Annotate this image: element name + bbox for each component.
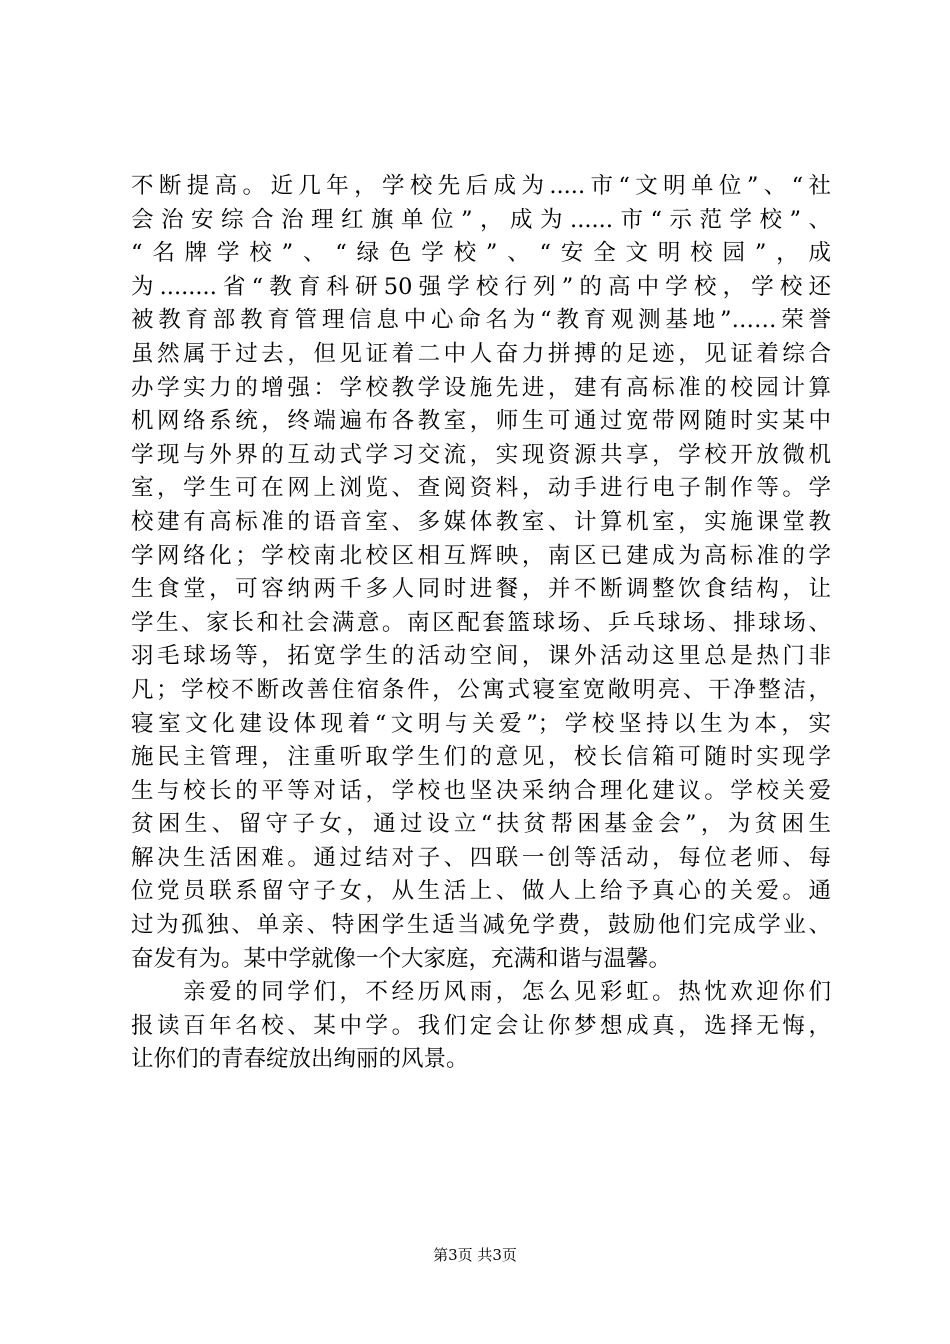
text-line: 生食堂，可容纳两千多人同时进餐，并不断调整饮食结构，让 [131, 576, 831, 603]
text-line: 解决生活困难。通过结对子、四联一创等活动，每位老师、每 [131, 844, 831, 871]
text-line: 报读百年名校、某中学。我们定会让你梦想成真，选择无悔， [131, 1012, 831, 1039]
text-line: 办学实力的增强：学校教学设施先进，建有高标准的校园计算 [131, 374, 831, 401]
text-line: 生与校长的平等对话，学校也坚决采纳合理化建议。学校关爱 [131, 777, 831, 804]
text-line: 校建有高标准的语音室、多媒体教室、计算机室，实施课堂教 [131, 508, 831, 535]
text-line: 羽毛球场等，拓宽学生的活动空间，课外活动这里总是热门非 [131, 643, 831, 670]
text-line: 凡；学校不断改善住宿条件，公寓式寝室宽敞明亮、干净整洁， [131, 676, 831, 703]
text-line: 位党员联系留守子女，从生活上、做人上给予真心的关爱。通 [131, 878, 831, 905]
text-line: 学生、家长和社会满意。南区配套篮球场、乒乓球场、排球场、 [131, 609, 831, 636]
text-line: 机网络系统，终端遍布各教室，师生可通过宽带网随时实某中 [131, 408, 831, 435]
text-line: “名牌学校”、“绿色学校”、“安全文明校园”，成 [131, 240, 831, 267]
text-line: 会治安综合治理红旗单位”，成为......市“示范学校”、 [131, 206, 831, 233]
page-footer [0, 1245, 950, 1265]
text-line: 寝室文化建设体现着“文明与关爱”；学校坚持以生为本，实 [131, 710, 831, 737]
text-line: 被教育部教育管理信息中心命名为“教育观测基地”……荣誉 [131, 307, 831, 334]
text-line: 室，学生可在网上浏览、查阅资料，动手进行电子制作等。学 [131, 475, 831, 502]
text-line: 不断提高。近几年，学校先后成为.....市“文明单位”、“社 [131, 173, 831, 199]
text-line: 亲爱的同学们，不经历风雨，怎么见彩虹。热忱欢迎你们 [131, 979, 831, 1006]
text-line: 让你们的青春绽放出绚丽的风景。 [131, 1046, 469, 1073]
text-line: 施民主管理，注重听取学生们的意见，校长信箱可随时实现学 [131, 744, 831, 771]
text-line: 学网络化；学校南北校区相互辉映，南区已建成为高标准的学 [131, 542, 831, 569]
text-line: 学现与外界的互动式学习交流，实现资源共享，学校开放微机 [131, 441, 831, 468]
page-number: 第3页 共3页 [433, 1246, 517, 1264]
text-line: 过为孤独、单亲、特困学生适当减免学费，鼓励他们完成学业、 [131, 912, 831, 939]
text-line: 奋发有为。某中学就像一个大家庭，充满和谐与温馨。 [131, 945, 672, 972]
text-line: 贫困生、留守子女，通过设立“扶贫帮困基金会”，为贫困生 [131, 811, 831, 838]
body-text [131, 170, 831, 1077]
text-line: 为........省“教育科研50强学校行列”的高中学校，学校还 [131, 273, 831, 300]
text-line: 虽然属于过去，但见证着二中人奋力拼搏的足迹，见证着综合 [131, 340, 831, 367]
